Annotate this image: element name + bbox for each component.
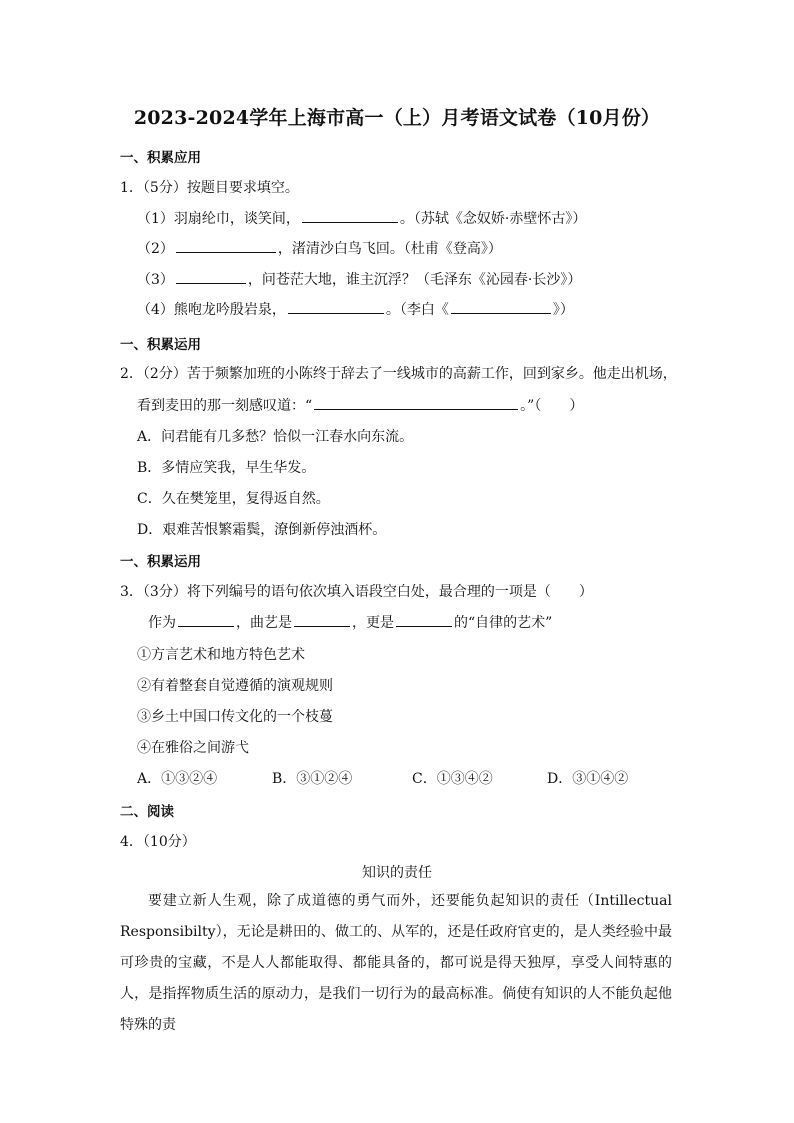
question-3-stem: 3．（3分）将下列编号的语句依次填入语段空白处，最合理的一项是（ ） <box>120 584 593 600</box>
question-1-item-2 <box>137 238 502 258</box>
passage-paragraph: 要建立新人生观，除了成道德的勇气而外，还要能负起知识的责任（Intillectual Responsibilty），无论是耕田的、做工的、从军的，还是任政府官吏的，是人类经验中最可珍贵的宝藏，不是人人都能取得、都能具备的，都可说是得天独厚，享受人间特惠的人，是指挥物质生活的原动力，是我们一切行为的最高标准。倘使有知识的人不能负起他特殊的责 <box>120 893 672 1033</box>
question-3-sentence <box>148 612 552 632</box>
question-3-option-d[interactable]: D．③①④② <box>547 771 629 787</box>
answer-blank[interactable] <box>314 395 518 410</box>
answer-blank[interactable] <box>176 269 246 284</box>
answer-blank[interactable] <box>178 612 234 627</box>
question-2-option-d[interactable]: D．艰难苦恨繁霜鬓，潦倒新停浊酒杯。 <box>137 522 387 538</box>
question-1-item-2-text-b: ，渚清沙白鸟飞回。（杜甫《登高》） <box>277 241 502 257</box>
question-2-stem-line-1: 2．（2分）苦于频繁加班的小陈终于辞去了一线城市的高薪工作，回到家乡。他走出机场， <box>120 366 677 382</box>
section-heading-accumulation-application: 一、积累应用 <box>120 150 201 166</box>
question-3-options <box>137 768 628 788</box>
question-3-option-b[interactable]: B．③①②④ <box>272 771 353 787</box>
passage-title: 知识的责任 <box>362 865 432 881</box>
question-1-stem: 1．（5分）按题目要求填空。 <box>120 180 299 196</box>
question-2-option-c[interactable]: C．久在樊笼里，复得返自然。 <box>137 491 330 507</box>
question-1-item-4-text-b: 。（李白《 <box>385 302 449 318</box>
answer-blank[interactable] <box>294 612 350 627</box>
section-heading-reading: 二、阅读 <box>120 804 174 820</box>
question-3-option-a[interactable]: A．①③②④ <box>137 771 218 787</box>
question-1-item-1 <box>137 208 586 228</box>
question-3-option-c[interactable]: C．①③④② <box>412 771 493 787</box>
question-3-item-4: ④在雅俗之间游弋 <box>137 740 249 756</box>
question-2-option-b[interactable]: B．多情应笑我，早生华发。 <box>137 460 316 476</box>
question-2-stem-line-2 <box>137 395 583 415</box>
exam-title: 2023-2024学年上海市高一（上）月考语文试卷（10月份） <box>133 107 661 129</box>
question-1-item-3-text-a: （3） <box>137 272 174 288</box>
question-1-item-1-text-a: （1）羽扇纶巾，谈笑间， <box>137 211 300 227</box>
question-4-stem: 4．（10分） <box>120 834 196 850</box>
question-3-sentence-text-b: ，曲艺是 <box>236 615 292 631</box>
answer-blank[interactable] <box>451 299 551 314</box>
answer-blank[interactable] <box>302 208 398 223</box>
question-1-item-4-text-a: （4）熊咆龙吟殷岩泉， <box>137 302 286 318</box>
question-1-item-1-text-b: 。（苏轼《念奴娇·赤壁怀古》） <box>399 211 587 227</box>
question-1-item-3-text-b: ，问苍茫大地，谁主沉浮？（毛泽东《沁园春·长沙》） <box>247 272 582 288</box>
question-1-item-3 <box>137 269 581 289</box>
question-1-item-4 <box>137 299 574 319</box>
question-2-stem-text-a: 看到麦田的那一刻感叹道：“ <box>137 398 313 414</box>
question-1-item-4-text-c: 》） <box>552 302 574 318</box>
question-3-sentence-text-c: ，更是 <box>352 615 394 631</box>
section-heading-accumulation-use: 一、积累运用 <box>120 337 201 353</box>
question-3-item-2: ②有着整套自觉遵循的演观规则 <box>137 678 333 694</box>
question-3-item-3: ③乡土中国口传文化的一个枝蔓 <box>137 709 333 725</box>
question-2-stem-text-b: 。”（ ） <box>520 398 584 414</box>
question-3-sentence-text-a: 作为 <box>148 615 176 631</box>
section-heading-accumulation-use-2: 一、积累运用 <box>120 554 201 570</box>
answer-blank[interactable] <box>396 612 452 627</box>
question-3-sentence-text-d: 的“自律的艺术” <box>454 615 553 631</box>
question-3-item-1: ①方言艺术和地方特色艺术 <box>137 647 305 663</box>
question-1-item-2-text-a: （2） <box>137 241 174 257</box>
answer-blank[interactable] <box>288 299 384 314</box>
question-2-option-a[interactable]: A．问君能有几多愁？恰似一江春水向东流。 <box>137 429 414 445</box>
answer-blank[interactable] <box>176 238 276 253</box>
